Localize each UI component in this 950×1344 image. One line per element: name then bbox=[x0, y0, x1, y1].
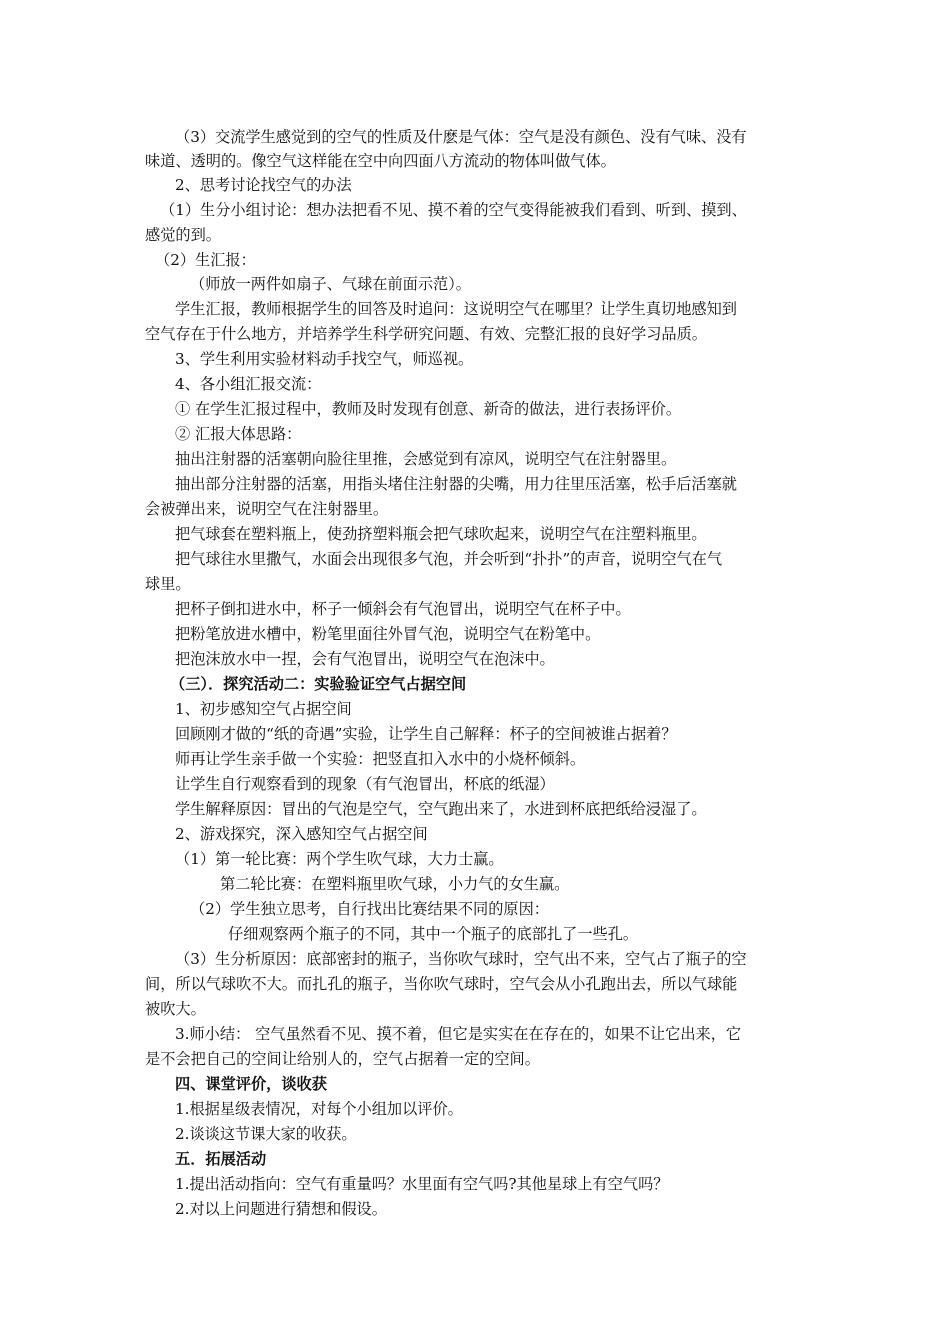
text-line: 间，所以气球吹不大。而扎孔的瓶子，当你吹气球时，空气会从小孔跑出去，所以气球能 bbox=[145, 975, 738, 993]
text-line: 把气球往水里撒气，水面会出现很多气泡，并会听到“扑扑”的声音，说明空气在气 bbox=[175, 550, 723, 568]
section-heading: 五．拓展活动 bbox=[175, 1150, 267, 1168]
text-line: 会被弹出来，说明空气在注射器里。 bbox=[145, 500, 388, 518]
text-line: 把泡沫放水中一捏，会有气泡冒出，说明空气在泡沫中。 bbox=[175, 650, 555, 668]
text-line: 感觉的到。 bbox=[145, 226, 221, 244]
text-line: （2）学生独立思考，自行找出比赛结果不同的原因： bbox=[190, 900, 549, 918]
text-line: 被吹大。 bbox=[145, 1000, 206, 1018]
text-line: 学生汇报，教师根据学生的回答及时追问：这说明空气在哪里？让学生真切地感知到 bbox=[175, 300, 737, 318]
text-line: （1）第一轮比赛：两个学生吹气球，大力士赢。 bbox=[175, 850, 504, 868]
text-line: 是不会把自己的空间让给别人的，空气占据着一定的空间。 bbox=[145, 1050, 540, 1068]
text-line: 2、游戏探究，深入感知空气占据空间 bbox=[175, 825, 428, 843]
text-line: 2.谈谈这节课大家的收获。 bbox=[175, 1125, 357, 1143]
text-line: 把杯子倒扣进水中，杯子一倾斜会有气泡冒出，说明空气在杯子中。 bbox=[175, 600, 631, 618]
section-heading: （三）．探究活动二：实验验证空气占据空间 bbox=[170, 675, 467, 693]
text-line: 师再让学生亲手做一个实验：把竖直扣入水中的小烧杯倾斜。 bbox=[175, 750, 586, 768]
text-line: 把气球套在塑料瓶上，使劲挤塑料瓶会把气球吹起来，说明空气在注塑料瓶里。 bbox=[175, 525, 707, 543]
text-line: （师放一两件如扇子、气球在前面示范）。 bbox=[190, 275, 471, 293]
text-line: 1.根据星级表情况，对每个小组加以评价。 bbox=[175, 1100, 463, 1118]
text-line: 空气存在于什么地方，并培养学生科学研究问题、有效、完整汇报的良好学习品质。 bbox=[145, 325, 707, 343]
text-line: 把粉笔放进水槽中，粉笔里面往外冒气泡，说明空气在粉笔中。 bbox=[175, 625, 601, 643]
text-line: （3）生分析原因：底部密封的瓶子，当你吹气球时，空气出不来，空气占了瓶子的空 bbox=[175, 950, 747, 968]
text-line: 味道、透明的。像空气这样能在空中向四面八方流动的物体叫做气体。 bbox=[145, 152, 616, 170]
text-line: ① 在学生汇报过程中，教师及时发现有创意、新奇的做法，进行表扬评价。 bbox=[175, 400, 682, 418]
text-line: 学生解释原因：冒出的气泡是空气，空气跑出来了，水进到杯底把纸给浸湿了。 bbox=[175, 800, 707, 818]
text-line: 4、各小组汇报交流： bbox=[175, 375, 322, 393]
text-line: 1、初步感知空气占据空间 bbox=[175, 700, 352, 718]
text-line: 3、学生利用实验材料动手找空气，师巡视。 bbox=[175, 350, 474, 368]
text-line: 1.提出活动指向：空气有重量吗？水里面有空气吗?其他星球上有空气吗？ bbox=[175, 1175, 669, 1193]
text-line: 第二轮比赛：在塑料瓶里吹气球，小力气的女生赢。 bbox=[220, 875, 570, 893]
text-line: 抽出部分注射器的活塞，用指头堵住注射器的尖嘴，用力往里压活塞，松手后活塞就 bbox=[175, 475, 737, 493]
section-heading: 四、课堂评价，谈收获 bbox=[175, 1075, 327, 1093]
text-line: （1）生分小组讨论：想办法把看不见、摸不着的空气变得能被我们看到、听到、摸到、 bbox=[160, 201, 747, 219]
text-line: （3）交流学生感觉到的空气的性质及什麽是气体：空气是没有颜色、没有气味、没有 bbox=[175, 128, 747, 146]
text-line: （2）生汇报： bbox=[155, 251, 256, 269]
text-line: 抽出注射器的活塞朝向脸往里推，会感觉到有凉风，说明空气在注射器里。 bbox=[175, 450, 677, 468]
text-line: 3.师小结： 空气虽然看不见、摸不着，但它是实实在在存在的，如果不让它出来，它 bbox=[175, 1025, 742, 1043]
text-line: 仔细观察两个瓶子的不同，其中一个瓶子的底部扎了一些孔。 bbox=[228, 925, 639, 943]
text-line: ② 汇报大体思路： bbox=[175, 425, 302, 443]
text-line: 回顾刚才做的“纸的奇遇”实验，让学生自己解释：杯子的空间被谁占据着？ bbox=[175, 725, 677, 743]
text-line: 让学生自行观察看到的现象（有气泡冒出，杯底的纸湿） bbox=[175, 775, 555, 793]
text-line: 2、思考讨论找空气的办法 bbox=[175, 176, 352, 194]
text-line: 2.对以上问题进行猜想和假设。 bbox=[175, 1200, 387, 1218]
text-line: 球里。 bbox=[145, 575, 191, 593]
